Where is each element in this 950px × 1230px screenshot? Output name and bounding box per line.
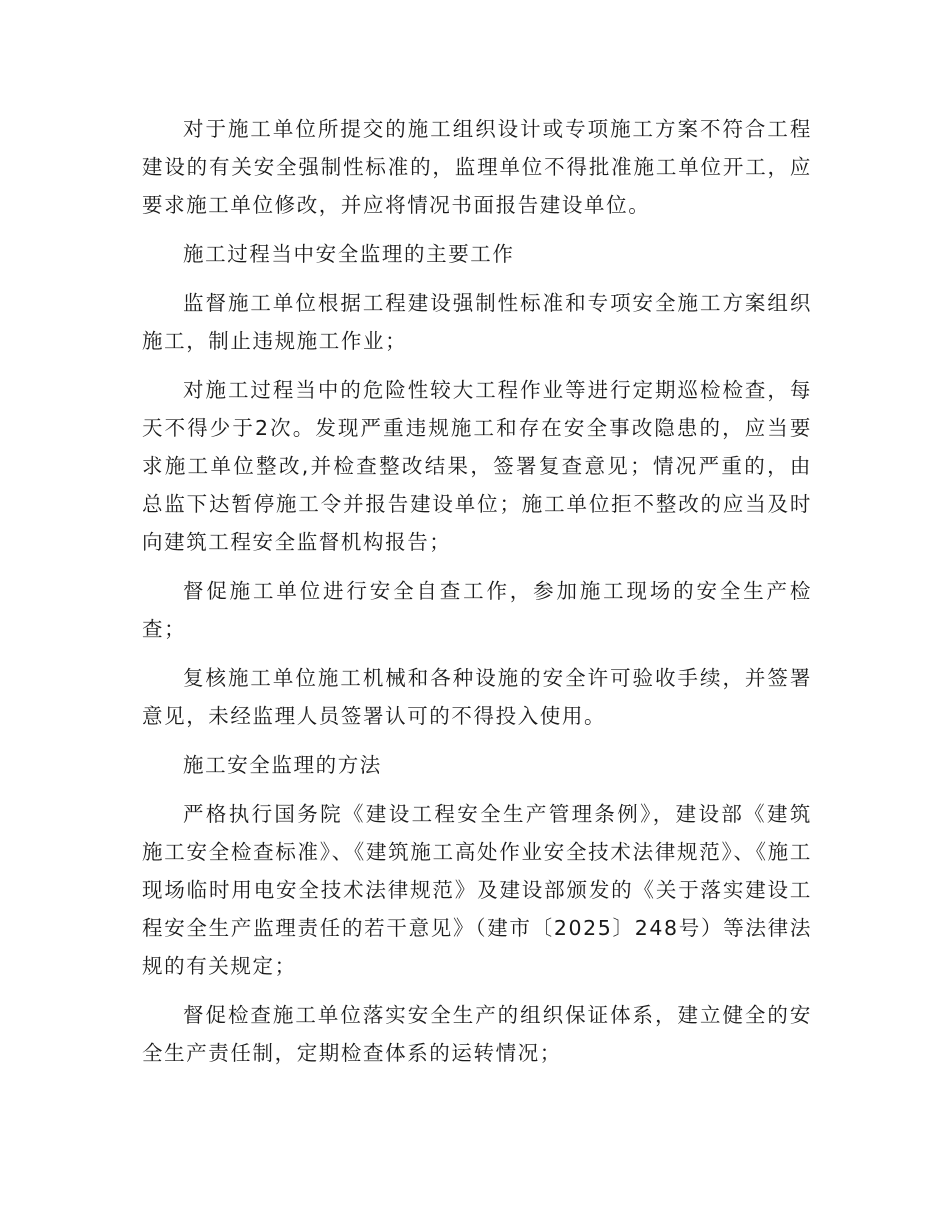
section-heading-construction-process: 施工过程当中安全监理的主要工作 (183, 242, 515, 266)
paragraph-9: 督促检查施工单位落实安全生产的组织保证体系，建立健全的安全生产责任制，定期检查体系的运转情况； (142, 1003, 812, 1065)
paragraph-3: 监督施工单位根据工程建设强制性标准和专项安全施工方案组织施工，制止违规施工作业； (142, 291, 812, 353)
paragraph-1: 对于施工单位所提交的施工组织设计或专项施工方案不符合工程建设的有关安全强制性标准的，监理单位不得批准施工单位开工，应要求施工单位修改，并应将情况书面报告建设单位。 (142, 117, 812, 217)
paragraph-8: 严格执行国务院《建设工程安全生产管理条例》，建设部《建筑施工安全检查标准》、《建筑施工高处作业安全技术法律规范》、《施工现场临时用电安全技术法律规范》及建设部颁发的《关于落实建设工程安全生产监理责任的若干意见》（建市〔2025〕248号）等法律法规的有关规定； (142, 802, 812, 978)
paragraph-4: 对施工过程当中的危险性较大工程作业等进行定期巡检检查，每天不得少于2次。发现严重违规施工和存在安全事改隐患的，应当要求施工单位整改,并检查整改结果，签署复查意见；情况严重的，由总监下达暂停施工令并报告建设单位；施工单位拒不整改的应当及时向建筑工程安全监督机构报告； (142, 378, 812, 554)
section-heading-methods: 施工安全监理的方法 (183, 753, 382, 777)
paragraph-5: 督促施工单位进行安全自查工作，参加施工现场的安全生产检查； (142, 579, 812, 641)
paragraph-6: 复核施工单位施工机械和各种设施的安全许可验收手续，并签署意见，未经监理人员签署认可的不得投入使用。 (142, 666, 812, 728)
document-body (142, 110, 812, 1083)
